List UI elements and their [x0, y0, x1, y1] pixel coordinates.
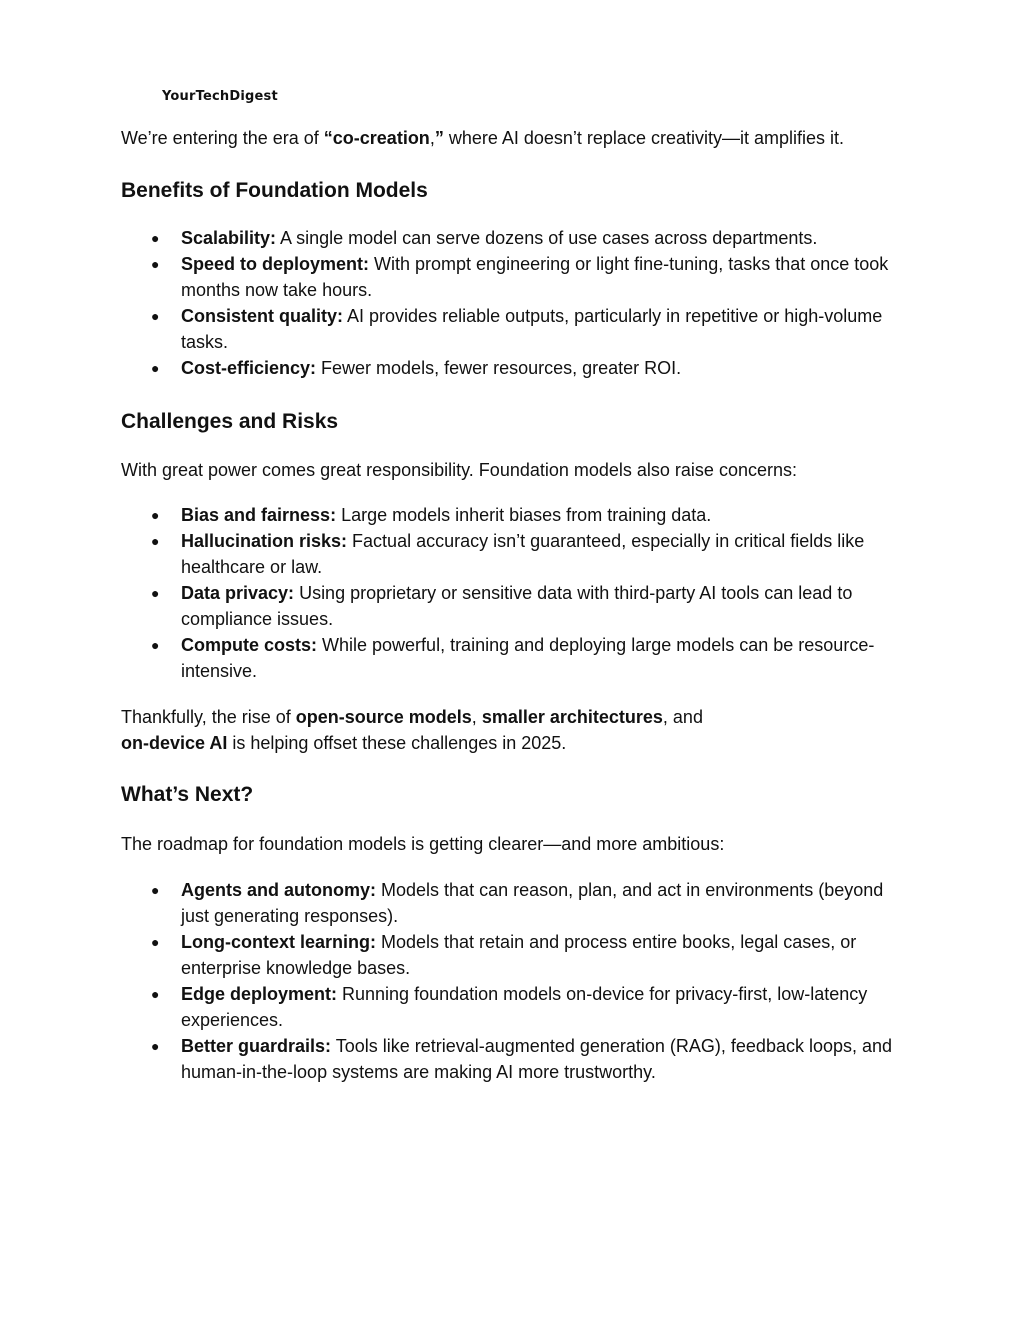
bullet-icon: ● — [151, 230, 160, 246]
intro-text-1: We’re entering the era of — [121, 128, 324, 148]
item-text: Models that retain and process entire books, legal cases, or enterprise knowledge bases. — [181, 932, 857, 978]
list-item — [151, 303, 911, 355]
bullet-icon: ● — [151, 360, 160, 376]
heading-benefits: Benefits of Foundation Models — [121, 179, 428, 202]
intro-bold-cocreation: “co-creation — [323, 128, 430, 148]
list-item — [151, 632, 911, 684]
list-item — [151, 929, 911, 981]
item-text: A single model can serve dozens of use cases across departments. — [276, 228, 818, 248]
item-label: Agents and autonomy: — [181, 880, 377, 900]
bullet-icon: ● — [151, 637, 160, 653]
item-label: Bias and fairness: — [181, 505, 337, 525]
item-label: Hallucination risks: — [181, 531, 348, 551]
item-text: Fewer models, fewer resources, greater ROI. — [316, 358, 682, 378]
list-item — [151, 580, 911, 632]
challenges-list — [121, 502, 911, 684]
item-text: While powerful, training and deploying large models can be resource-intensive. — [181, 635, 875, 681]
item-text: Models that can reason, plan, and act in environments (beyond just generating responses). — [181, 880, 884, 926]
bullet-icon: ● — [151, 934, 160, 950]
closing-bold-opensource: open-source models — [295, 707, 472, 727]
brand-logo: YourTechDigest — [162, 89, 278, 104]
benefits-list — [121, 225, 911, 381]
heading-whats-next: What’s Next? — [121, 783, 254, 806]
item-label: Consistent quality: — [181, 306, 344, 326]
item-text: AI provides reliable outputs, particularly in repetitive or high-volume tasks. — [181, 306, 883, 352]
item-text: Tools like retrieval-augmented generation (RAG), feedback loops, and human-in-the-loop systems are making AI more trustworthy. — [181, 1036, 893, 1082]
list-item — [151, 225, 911, 251]
item-text: Factual accuracy isn’t guaranteed, especially in critical fields like healthcare or law. — [181, 531, 865, 577]
intro-text-2: where AI doesn’t replace creativity—it amplifies it. — [443, 128, 844, 148]
closing-text-4: is helping offset these challenges in 2025. — [227, 733, 567, 753]
item-text: With prompt engineering or light fine-tuning, tasks that once took months now take hours. — [181, 254, 889, 300]
intro-bold-quote: ” — [434, 128, 444, 148]
item-label: Scalability: — [181, 228, 277, 248]
heading-challenges: Challenges and Risks — [121, 410, 339, 433]
closing-text-1: Thankfully, the rise of — [121, 707, 296, 727]
list-item — [151, 528, 911, 580]
list-item — [151, 1033, 911, 1085]
item-label: Speed to deployment: — [181, 254, 370, 274]
bullet-icon: ● — [151, 507, 160, 523]
intro-comma: , — [429, 128, 435, 148]
item-text: Large models inherit biases from training data. — [336, 505, 712, 525]
bullet-icon: ● — [151, 986, 160, 1002]
next-intro: The roadmap for foundation models is getting clearer—and more ambitious: — [121, 834, 725, 854]
article-body — [121, 125, 911, 1085]
bullet-icon: ● — [151, 585, 160, 601]
intro-paragraph — [121, 125, 911, 151]
bullet-icon: ● — [151, 882, 160, 898]
closing-text-2: , — [471, 707, 482, 727]
next-list — [121, 877, 911, 1085]
closing-bold-smaller: smaller architectures — [481, 707, 663, 727]
bullet-icon: ● — [151, 1038, 160, 1054]
closing-bold-ondevice: on-device AI — [121, 733, 228, 753]
item-text: Using proprietary or sensitive data with third-party AI tools can lead to compliance issues. — [181, 583, 853, 629]
closing-text-3: , and — [662, 707, 703, 727]
list-item — [151, 355, 911, 381]
list-item — [151, 502, 911, 528]
item-label: Edge deployment: — [181, 984, 338, 1004]
bullet-icon: ● — [151, 256, 160, 272]
closing-paragraph — [121, 704, 911, 756]
list-item — [151, 251, 911, 303]
item-label: Data privacy: — [181, 583, 295, 603]
item-label: Better guardrails: — [181, 1036, 332, 1056]
list-item — [151, 877, 911, 929]
challenges-intro: With great power comes great responsibility. Foundation models also raise concerns: — [121, 460, 797, 480]
item-label: Long-context learning: — [181, 932, 376, 952]
bullet-icon: ● — [151, 308, 160, 324]
bullet-icon: ● — [151, 533, 160, 549]
item-text: Running foundation models on-device for privacy-first, low-latency experiences. — [181, 984, 868, 1030]
item-label: Cost-efficiency: — [181, 358, 317, 378]
list-item — [151, 981, 911, 1033]
item-label: Compute costs: — [181, 635, 318, 655]
